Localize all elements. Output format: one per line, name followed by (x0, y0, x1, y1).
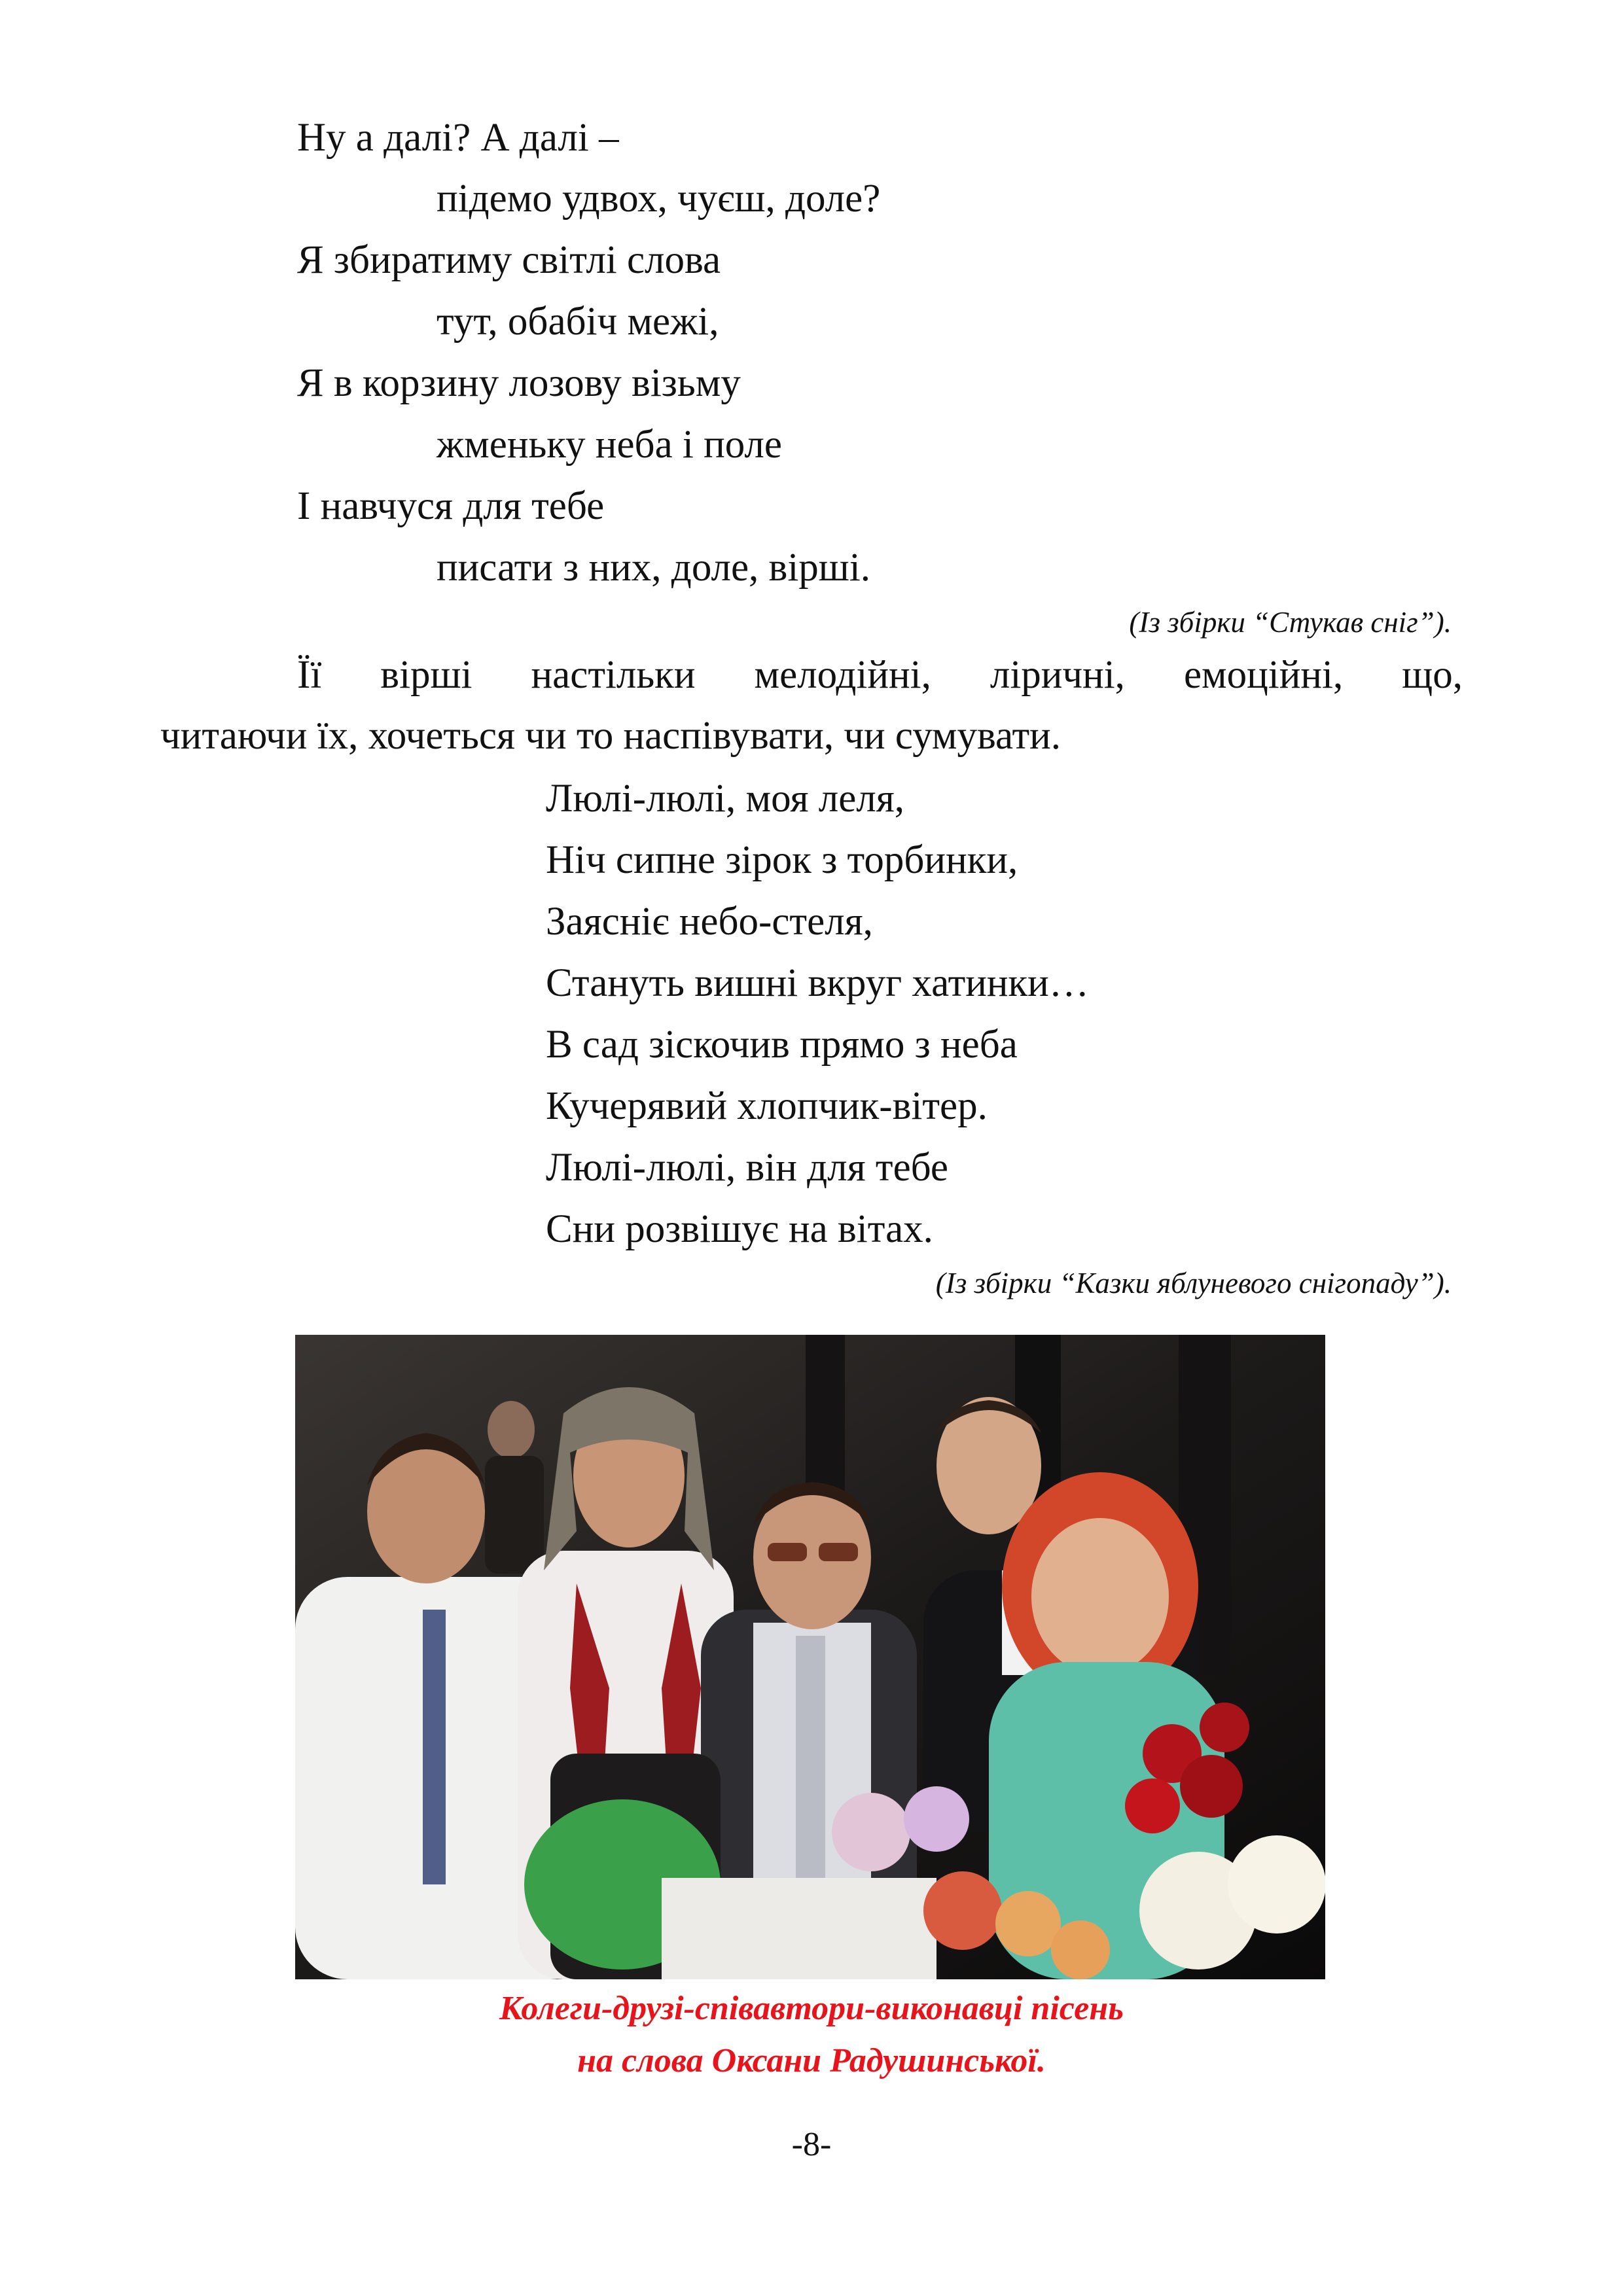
body-paragraph (160, 645, 1463, 766)
poem2-source: (Із збірки “Казки яблуневого снігопаду”). (935, 1267, 1452, 1299)
poem1-line-2: підемо удвох, чуєш, доле? (437, 177, 881, 221)
poem2-line-2: Ніч сипне зірок з торбинки, (546, 838, 1018, 882)
poem1-source: (Із збірки “Стукав сніг”). (1129, 606, 1452, 639)
poem2-line-6: Кучерявий хлопчик-вітер. (546, 1084, 988, 1128)
photo-caption-line-2: на слова Оксани Радушинської. (577, 2042, 1046, 2079)
poem2-line-3: Заяснiє небо-стеля, (546, 900, 873, 944)
group-photo-illustration (295, 1335, 1325, 1979)
poem1-line-4: тут, обабіч межі, (437, 300, 719, 344)
poem2-line-4: Стануть вишні вкруг хатинки… (546, 961, 1089, 1005)
poem1-line-5: Я в корзину лозову візьму (297, 361, 741, 405)
poem1-line-8: писати з них, доле, вірші. (437, 546, 870, 590)
poem2-line-7: Люлі-люлі, він для тебе (546, 1146, 948, 1190)
poem2-line-1: Люлі-люлі, моя леля, (546, 777, 905, 821)
poem1-line-6: жменьку неба і поле (437, 423, 782, 467)
poem1-line-1: Ну а далі? А далі – (297, 116, 619, 160)
paragraph-line-1: Її вірші настільки мелодійні, ліричні, емоційні, що, (297, 653, 1463, 697)
poem2-line-8: Сни розвішує на вітах. (546, 1207, 933, 1251)
group-photo (295, 1335, 1325, 1979)
page-number: -8- (791, 2126, 832, 2163)
paragraph-line-2: читаючи їх, хочеться чи то наспівувати, чи сумувати. (160, 714, 1061, 758)
poem1-line-7: І навчуся для тебе (297, 484, 605, 528)
poem2-line-5: В сад зіскочив прямо з неба (546, 1023, 1018, 1067)
poem1-line-3: Я збиратиму світлі слова (297, 238, 721, 282)
photo-caption-line-1: Колеги-друзі-співавтори-виконавці пісень (499, 1990, 1124, 2027)
